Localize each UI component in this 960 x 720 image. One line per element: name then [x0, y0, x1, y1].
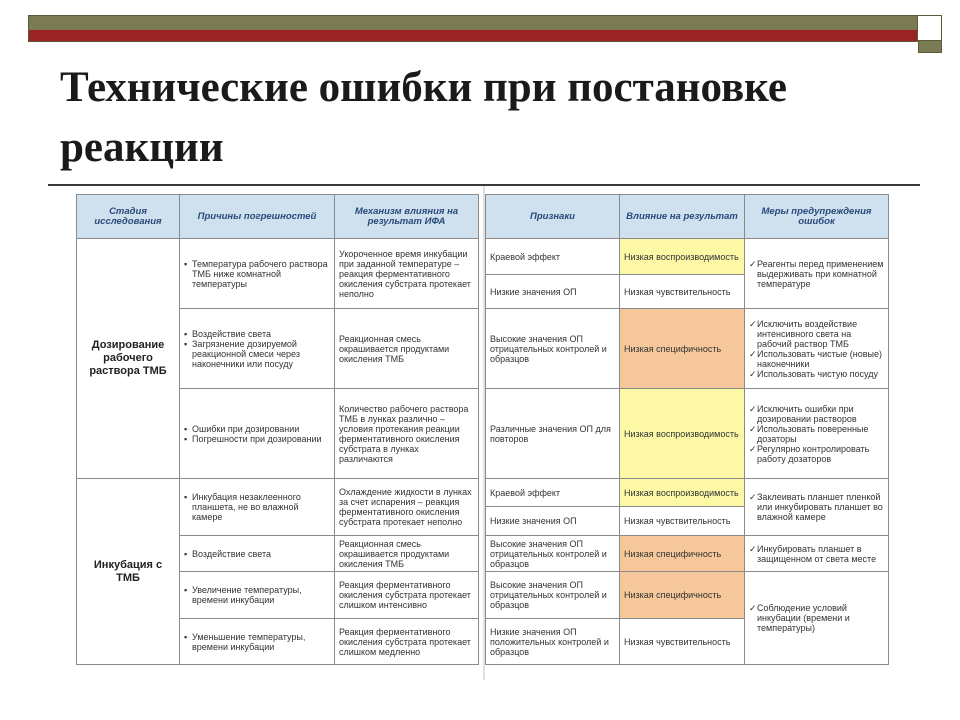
- sign-cell: Низкие значения ОП: [486, 275, 620, 309]
- measure-item: ✓ Регулярно контролировать работу дозаторов: [749, 444, 884, 464]
- table-row: [486, 479, 889, 507]
- cause-item: ▪ Инкубация незаклеенного планшета, не во влажной камере: [184, 492, 330, 522]
- measures-cell: [745, 389, 889, 479]
- table-row: [486, 572, 889, 619]
- cause-item: ▪ Загрязнение дозируемой реакционной смеси через наконечники или посуду: [184, 339, 330, 369]
- table-row: [77, 479, 479, 536]
- mechanism-cell: Укороченное время инкубации при заданной температуре – реакция ферментативного окисления субстрата протекает неполно: [335, 239, 479, 309]
- sign-cell: Низкие значения ОП положительных контролей и образцов: [486, 619, 620, 665]
- sign-cell: Краевой эффект: [486, 239, 620, 275]
- top-decor-band: [28, 15, 942, 42]
- sign-cell: Краевой эффект: [486, 479, 620, 507]
- cause-item: ▪ Погрешности при дозировании: [184, 434, 330, 444]
- header-causes: Причины погрешностей: [180, 195, 335, 239]
- measure-item: ✓ Использовать поверенные дозаторы: [749, 424, 884, 444]
- measure-item: ✓ Использовать чистые (новые) наконечники: [749, 349, 884, 369]
- effect-cell: Низкая чувствительность: [620, 507, 745, 536]
- table-row: [486, 239, 889, 275]
- effect-cell: Низкая чувствительность: [620, 619, 745, 665]
- decor-olive-strip: [29, 16, 917, 30]
- sign-cell: Высокие значения ОП отрицательных контролей и образцов: [486, 572, 620, 619]
- measures-cell: [745, 239, 889, 309]
- measures-cell: [745, 536, 889, 572]
- sign-cell: Различные значения ОП для повторов: [486, 389, 620, 479]
- header-measures: Меры предупреждения ошибок: [745, 195, 889, 239]
- mechanism-cell: Количество рабочего раствора ТМБ в лунках различно – условия протекания реакции ферментативного окисления субстрата в лунках различаются: [335, 389, 479, 479]
- left-header-row: [77, 195, 479, 239]
- header-stage: Стадия исследования: [77, 195, 180, 239]
- causes-cell: [180, 479, 335, 536]
- right-table: [485, 194, 889, 665]
- measures-cell: [745, 479, 889, 536]
- causes-cell: [180, 239, 335, 309]
- measure-item: ✓ Использовать чистую посуду: [749, 369, 884, 379]
- effect-cell: Низкая специфичность: [620, 536, 745, 572]
- effect-cell: Низкая специфичность: [620, 309, 745, 389]
- effect-cell: Низкая воспроизводимость: [620, 239, 745, 275]
- cause-item: ▪ Ошибки при дозировании: [184, 424, 330, 434]
- cause-item: ▪ Увеличение температуры, времени инкубации: [184, 585, 330, 605]
- causes-cell: [180, 536, 335, 572]
- stage-dosing: Дозирование рабочего раствора ТМБ: [77, 239, 180, 479]
- sign-cell: Высокие значения ОП отрицательных контролей и образцов: [486, 309, 620, 389]
- measure-item: ✓ Исключить ошибки при дозировании растворов: [749, 404, 884, 424]
- sign-cell: Высокие значения ОП отрицательных контролей и образцов: [486, 536, 620, 572]
- causes-cell: [180, 309, 335, 389]
- causes-cell: [180, 619, 335, 665]
- header-signs: Признаки: [486, 195, 620, 239]
- header-effect: Влияние на результат: [620, 195, 745, 239]
- effect-cell: Низкая чувствительность: [620, 275, 745, 309]
- right-header-row: [486, 195, 889, 239]
- left-table: [76, 194, 479, 665]
- header-mechanism: Механизм влияния на результат ИФА: [335, 195, 479, 239]
- measures-cell: [745, 572, 889, 665]
- mechanism-cell: Охлаждение жидкости в лунках за счет испарения – реакция ферментативного окисления субстрата протекает неполно: [335, 479, 479, 536]
- slide-title: Технические ошибки при постановке реакции: [60, 64, 787, 171]
- mechanism-cell: Реакционная смесь окрашивается продуктами окисления ТМБ: [335, 536, 479, 572]
- cause-item: ▪ Уменьшение температуры, времени инкубации: [184, 632, 330, 652]
- table-row: [486, 536, 889, 572]
- mechanism-cell: Реакция ферментативного окисления субстрата протекает слишком медленно: [335, 619, 479, 665]
- decor-white-square: [917, 16, 941, 41]
- decor-red-strip: [29, 30, 917, 41]
- table-row: [486, 389, 889, 479]
- mechanism-cell: Реакционная смесь окрашивается продуктами окисления ТМБ: [335, 309, 479, 389]
- cause-item: ▪ Воздействие света: [184, 329, 330, 339]
- causes-cell: [180, 572, 335, 619]
- measure-item: ✓ Соблюдение условий инкубации (времени и температуры): [749, 603, 884, 633]
- measure-item: ✓ Инкубировать планшет в защищенном от света месте: [749, 544, 884, 564]
- causes-cell: [180, 389, 335, 479]
- sign-cell: Низкие значения ОП: [486, 507, 620, 536]
- measures-cell: [745, 309, 889, 389]
- measure-item: ✓ Исключить воздействие интенсивного света на рабочий раствор ТМБ: [749, 319, 884, 349]
- effect-cell: Низкая специфичность: [620, 572, 745, 619]
- mechanism-cell: Реакция ферментативного окисления субстрата протекает слишком интенсивно: [335, 572, 479, 619]
- measure-item: ✓ Заклеивать планшет пленкой или инкубировать планшет во влажной камере: [749, 492, 884, 522]
- cause-item: ▪ Воздействие света: [184, 549, 330, 559]
- table-row: [486, 309, 889, 389]
- decor-olive-square: [918, 40, 942, 53]
- stage-incubation: Инкубация с ТМБ: [77, 479, 180, 665]
- measure-item: ✓ Реагенты перед применением выдерживать при комнатной температуре: [749, 259, 884, 289]
- cause-item: ▪ Температура рабочего раствора ТМБ ниже комнатной температуры: [184, 259, 330, 289]
- effect-cell: Низкая воспроизводимость: [620, 479, 745, 507]
- effect-cell: Низкая воспроизводимость: [620, 389, 745, 479]
- table-row: [77, 239, 479, 309]
